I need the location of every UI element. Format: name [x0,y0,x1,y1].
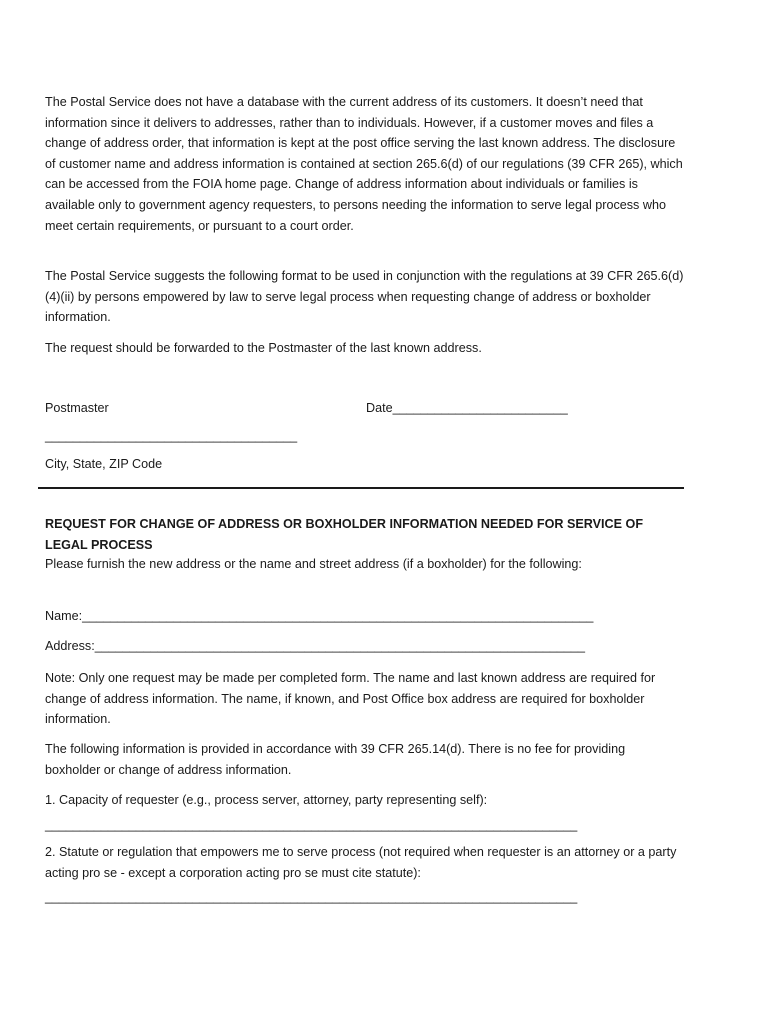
date-field: Date_________________________ [366,401,568,415]
request-intro: Please furnish the new address or the name and street address (if a boxholder) for the following: [45,557,582,571]
question-2: 2. Statute or regulation that empowers me to serve process (not required when requester is an attorney or a party acting pro se - except a corporation acting pro se must cite statute): [45,845,677,880]
note-paragraph: Note: Only one request may be made per completed form. The name and last known address are required for change of address information. The name, if known, and Post Office box address are required for boxholder information. [45,671,656,727]
question-2-blank: ____________________________________________________________________________ [45,890,578,904]
name-field: Name:_________________________________________________________________________ [45,609,594,623]
request-heading: REQUEST FOR CHANGE OF ADDRESS OR BOXHOLDER INFORMATION NEEDED FOR SERVICE OF LEGAL PROCESS [45,517,644,552]
question-1-blank: ____________________________________________________________________________ [45,818,578,832]
city-state-zip-label: City, State, ZIP Code [45,457,163,471]
city-blank-line: ____________________________________ [45,429,298,443]
forwarding-paragraph: The request should be forwarded to the Postmaster of the last known address. [45,341,482,355]
fee-paragraph: The following information is provided in accordance with 39 CFR 265.14(d). There is no fee for providing boxholder or change of address information. [45,742,626,777]
section-divider [38,487,684,489]
intro-paragraph: The Postal Service does not have a database with the current address of its customers. It doesn’t need that information since it delivers to addresses, rather than to individuals. However, if a customer moves and files a change of address order, that information is kept at the post office serving the last known address. The disclosure of customer name and address information is contained at section 265.6(d) of our regulations (39 CFR 265), which can be accessed from the FOIA home page. Change of address information about individuals or families is available only to government agency requesters, to persons needing the information to serve legal process who meet certain requirements, or pursuant to a court order. [45,95,683,233]
format-paragraph: The Postal Service suggests the following format to be used in conjunction with the regulations at 39 CFR 265.6(d)(4)(ii) by persons empowered by law to serve legal process when requesting change of address or boxholder information. [45,269,684,325]
address-field: Address:______________________________________________________________________ [45,639,585,653]
question-1: 1. Capacity of requester (e.g., process server, attorney, party representing self): [45,793,488,807]
postmaster-label: Postmaster [45,401,109,415]
